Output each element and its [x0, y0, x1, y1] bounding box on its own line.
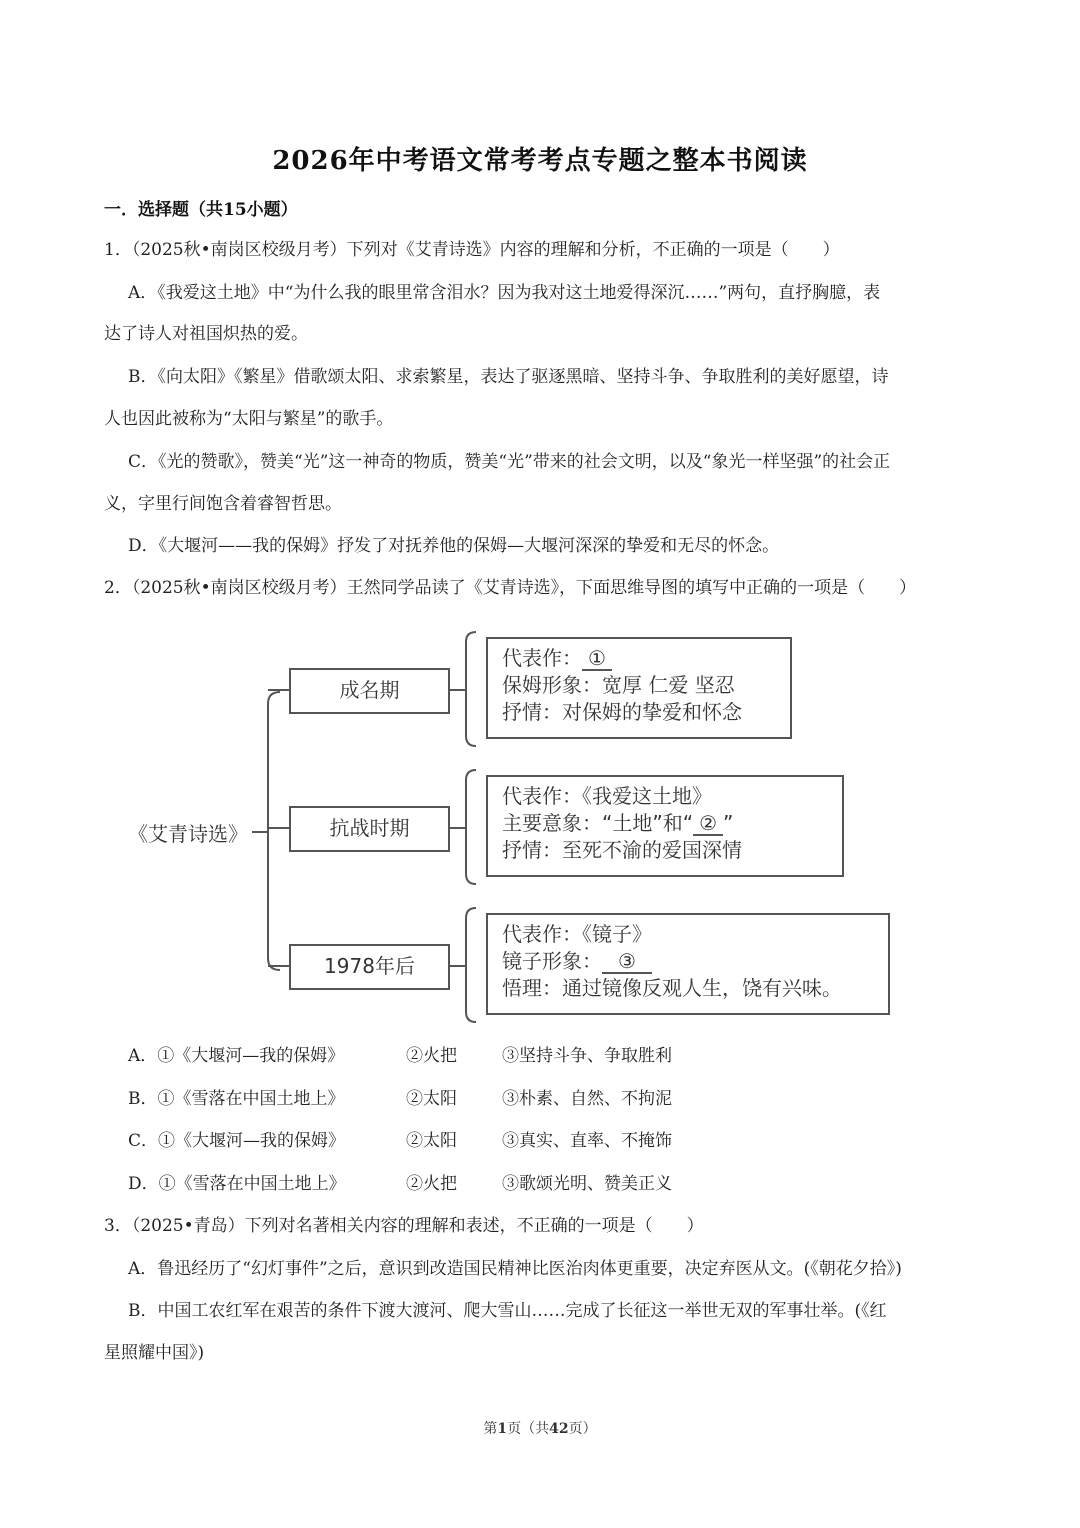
- question-2-option-a: [128, 1043, 1008, 1069]
- footer-page-number: 1: [497, 1421, 508, 1437]
- question-3-option-b-line2: 星照耀中国》): [104, 1343, 205, 1363]
- detail-war-image-label: 主要意象：“土地”和“: [502, 811, 694, 835]
- option-a-col1: A．①《大堰河—我的保姆》: [128, 1046, 345, 1066]
- question-3-option-b-line1: B．中国工农红军在艰苦的条件下渡大渡河、爬大雪山……完成了长征这一举世无双的军事壮举。(《红: [128, 1301, 887, 1321]
- footer-suffix: 页）: [568, 1421, 597, 1437]
- footer-mid: 页（共: [507, 1421, 550, 1437]
- detail-war-work: 代表作：《我爱这土地》: [502, 784, 712, 808]
- blank-3: ③: [602, 950, 652, 974]
- question-1-option-c-line1: C．《光的赞歌》，赞美“光”这一神奇的物质，赞美“光”带来的社会文明，以及“象光一样坚强”的社会正: [128, 452, 891, 472]
- option-c-col1: C．①《大堰河—我的保姆》: [128, 1131, 346, 1151]
- option-d-col2: ②火把: [406, 1174, 457, 1194]
- detail-box-war: [486, 775, 844, 877]
- section-heading: 一．选择题（共15小题）: [104, 200, 298, 220]
- option-d-col1: D．①《雪落在中国土地上》: [128, 1174, 346, 1194]
- blank-1: ①: [582, 647, 612, 671]
- detail-early-work-label: 代表作：: [502, 646, 582, 670]
- question-3-option-a: A．鲁迅经历了“幻灯事件”之后，意识到改造国民精神比医治肉体更重要，决定弃医从文。(《朝花夕拾》): [128, 1259, 902, 1279]
- question-1-option-d: D．《大堰河——我的保姆》抒发了对抚养他的保姆—大堰河深深的挚爱和无尽的怀念。: [128, 536, 780, 556]
- detail-war-image-close: ”: [723, 811, 734, 835]
- question-2-option-d: [128, 1171, 1008, 1197]
- question-2-option-b: [128, 1086, 1008, 1112]
- period-box-war: 抗战时期: [289, 806, 450, 852]
- footer-prefix: 第: [483, 1421, 498, 1437]
- question-1-option-a-line1: A．《我爱这土地》中“为什么我的眼里常含泪水？因为我对这土地爱得深沉……”两句，直抒胸臆，表: [128, 283, 881, 303]
- detail-late-image-label: 镜子形象：: [502, 949, 602, 973]
- question-3-stem: 3．（2025•青岛）下列对名著相关内容的理解和表述，不正确的一项是（ ）: [104, 1216, 704, 1236]
- question-1-stem: 1．（2025秋•南岗区校级月考）下列对《艾青诗选》内容的理解和分析，不正确的一项是（ ）: [104, 240, 840, 260]
- question-2-option-c: [128, 1128, 1008, 1154]
- option-b-col1: B．①《雪落在中国土地上》: [128, 1089, 345, 1109]
- question-2-stem: 2．（2025秋•南岗区校级月考）王然同学品读了《艾青诗选》，下面思维导图的填写中正确的一项是（ ）: [104, 578, 917, 598]
- option-c-col2: ②太阳: [406, 1131, 457, 1151]
- period-box-early: 成名期: [289, 668, 450, 714]
- option-a-col3: ③坚持斗争、争取胜利: [502, 1046, 672, 1066]
- option-a-col2: ②火把: [406, 1046, 457, 1066]
- detail-early-emotion: 抒情：对保姆的挚爱和怀念: [502, 700, 742, 724]
- document-title: 2026年中考语文常考考点专题之整本书阅读: [272, 146, 808, 176]
- blank-2: ②: [693, 812, 723, 836]
- detail-box-after-1978: [486, 913, 890, 1015]
- detail-late-work: 代表作：《镜子》: [502, 922, 652, 946]
- question-1-option-b-line2: 人也因此被称为“太阳与繁星”的歌手。: [104, 409, 394, 429]
- question-1-option-b-line1: B．《向太阳》《繁星》借歌颂太阳、求索繁星，表达了驱逐黑暗、坚持斗争、争取胜利的美好愿望，诗: [128, 367, 889, 387]
- period-box-after-1978: 1978年后: [289, 944, 450, 990]
- option-b-col2: ②太阳: [406, 1089, 457, 1109]
- footer-total-pages: 42: [549, 1421, 569, 1437]
- option-c-col3: ③真实、直率、不掩饰: [502, 1131, 672, 1151]
- page-footer: [0, 1418, 1080, 1438]
- option-b-col3: ③朴素、自然、不拘泥: [502, 1089, 672, 1109]
- question-1-option-c-line2: 义，字里行间饱含着睿智哲思。: [104, 494, 342, 514]
- question-1-option-a-line2: 达了诗人对祖国炽热的爱。: [104, 324, 308, 344]
- detail-box-early: [486, 637, 792, 739]
- detail-early-image: 保姆形象：宽厚 仁爱 坚忍: [502, 673, 735, 697]
- mind-map-root: 《艾青诗选》: [128, 822, 248, 846]
- detail-late-insight: 悟理：通过镜像反观人生，饶有兴味。: [502, 976, 842, 1000]
- option-d-col3: ③歌颂光明、赞美正义: [502, 1174, 672, 1194]
- detail-war-emotion: 抒情：至死不渝的爱国深情: [502, 838, 742, 862]
